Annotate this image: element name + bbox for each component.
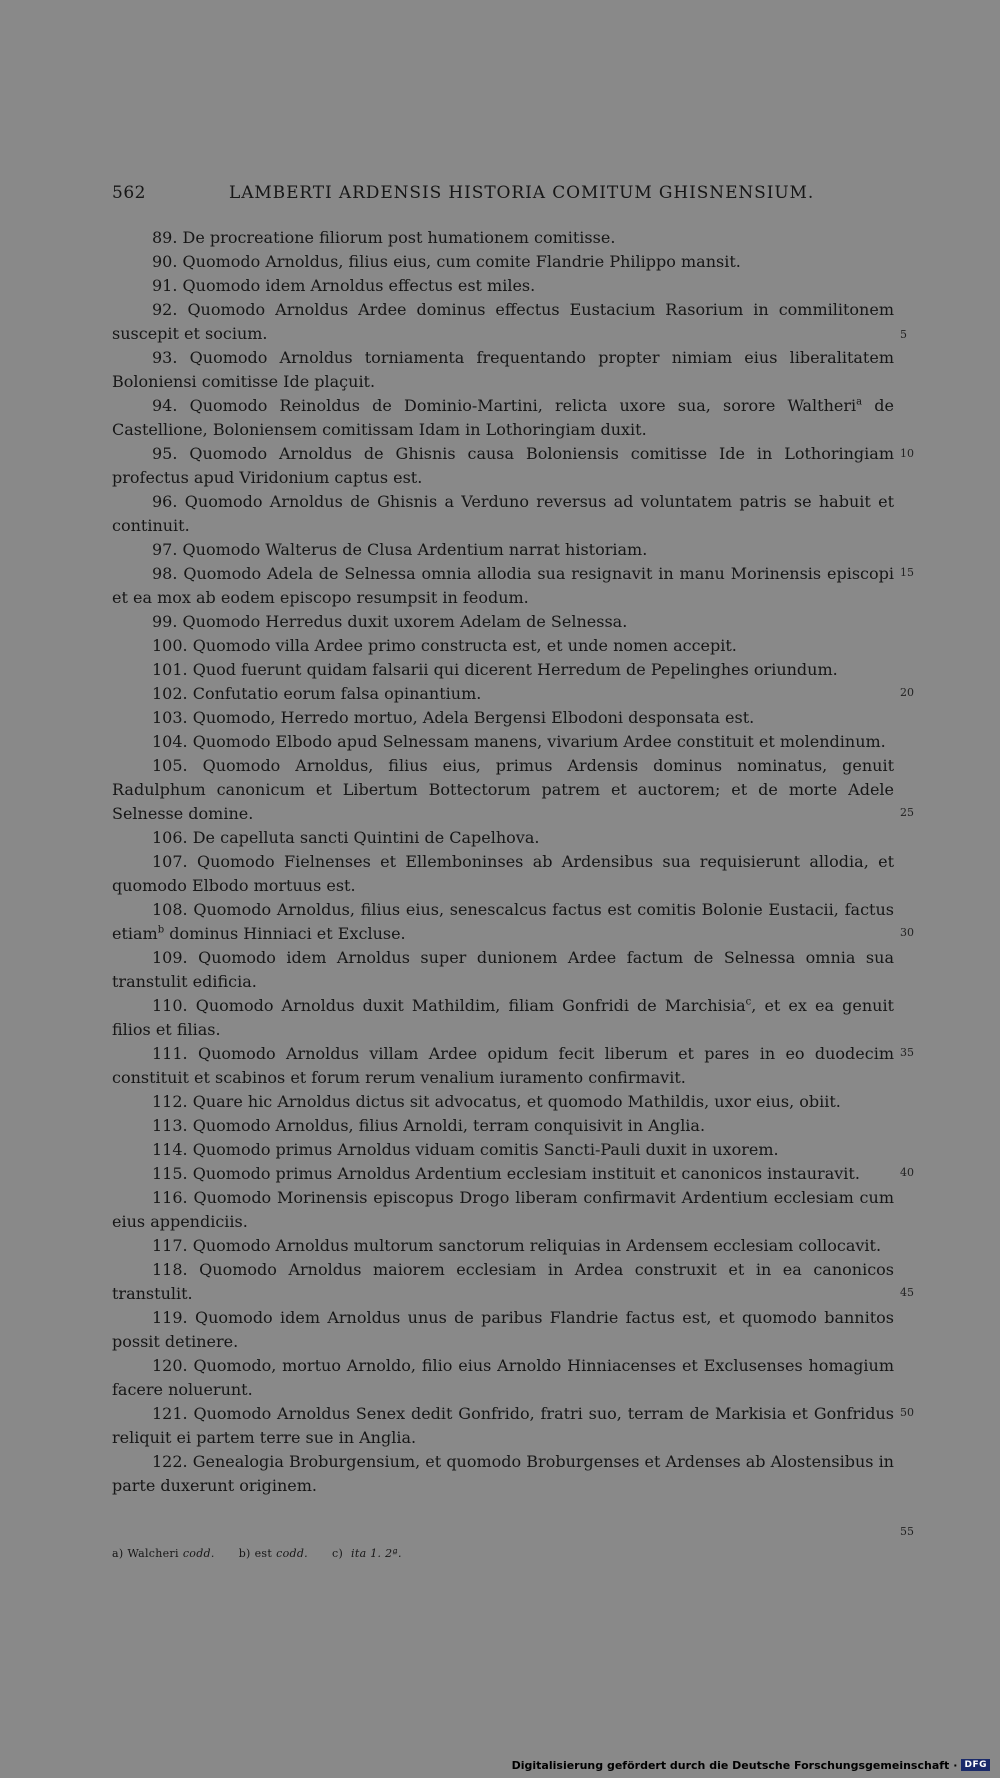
- chapter-number: 98.: [152, 564, 178, 583]
- chapter-title: Quomodo Arnoldus, filius eius, cum comite Flandrie Philippo mansit.: [182, 252, 741, 271]
- chapter-title: Confutatio eorum falsa opinantium.: [192, 684, 482, 703]
- chapter-title: Quare hic Arnoldus dictus sit advocatus, et quomodo Mathildis, uxor eius, obiit.: [192, 1092, 841, 1111]
- footnote-mark: a): [112, 1547, 124, 1560]
- footnote: [332, 1547, 402, 1560]
- margin-line-number: 20: [900, 686, 914, 699]
- chapter-list: [112, 226, 894, 1498]
- chapter-entry: [112, 298, 894, 346]
- footnote-text: est: [254, 1547, 273, 1560]
- chapter-entry: [112, 1306, 894, 1354]
- chapter-entry: [112, 1234, 894, 1258]
- chapter-entry: [112, 1450, 894, 1498]
- margin-line-number: 55: [900, 1525, 914, 1538]
- chapter-number: 89.: [152, 228, 178, 247]
- chapter-entry: [112, 490, 894, 538]
- chapter-title: Quomodo Arnoldus duxit Mathildim, filiam Gonfridi de Marchisia: [195, 996, 746, 1015]
- footnote-marker: c: [745, 996, 752, 1008]
- chapter-number: 91.: [152, 276, 178, 295]
- chapter-entry: [112, 1402, 894, 1450]
- footnote-italic: ita 1. 2ª.: [351, 1547, 402, 1560]
- chapter-title: Quomodo Arnoldus Ardee dominus effectus Eustacium Rasorium in commilitonem suscepit et socium.: [112, 300, 894, 343]
- chapter-entry: [112, 682, 894, 706]
- chapter-entry: [112, 1354, 894, 1402]
- chapter-number: 93.: [152, 348, 178, 367]
- chapter-entry: [112, 610, 894, 634]
- chapter-number: 115.: [152, 1164, 188, 1183]
- chapter-number: 103.: [152, 708, 188, 727]
- chapter-entry: [112, 250, 894, 274]
- chapter-number: 110.: [152, 996, 188, 1015]
- chapter-title: Quomodo, Herredo mortuo, Adela Bergensi Elbodoni desponsata est.: [192, 708, 755, 727]
- chapter-number: 104.: [152, 732, 188, 751]
- chapter-entry: [112, 1258, 894, 1306]
- funding-footer: Digitalisierung gefördert durch die Deutsche Forschungsgemeinschaft · DFG: [512, 1757, 990, 1773]
- chapter-entry: [112, 850, 894, 898]
- chapter-number: 100.: [152, 636, 188, 655]
- chapter-entry: [112, 1114, 894, 1138]
- chapter-number: 116.: [152, 1188, 188, 1207]
- footnotes: [112, 1547, 892, 1560]
- chapter-title: Quomodo Arnoldus de Ghisnis a Verduno reversus ad voluntatem patris se habuit et continuit.: [112, 492, 895, 535]
- footnote-mark: b): [238, 1547, 251, 1560]
- chapter-entry: [112, 226, 894, 250]
- chapter-title: Quomodo Walterus de Clusa Ardentium narrat historiam.: [182, 540, 648, 559]
- chapter-number: 99.: [152, 612, 178, 631]
- chapter-entry: [112, 898, 894, 946]
- chapter-entry: [112, 994, 894, 1042]
- chapter-title-cont: , et ex ea genuit filios et filias.: [112, 996, 894, 1039]
- chapter-title: Quomodo idem Arnoldus effectus est miles.: [182, 276, 536, 295]
- chapter-title: Quomodo Herredus duxit uxorem Adelam de Selnessa.: [182, 612, 628, 631]
- chapter-title-cont: dominus Hinniaci et Excluse.: [164, 924, 406, 943]
- chapter-entry: [112, 562, 894, 610]
- chapter-entry: [112, 1162, 894, 1186]
- chapter-title: Quomodo Fielnenses et Ellemboninses ab Ardensibus sua requisierunt allodia, et quomodo Elbodo mortuus est.: [112, 852, 894, 895]
- chapter-number: 97.: [152, 540, 178, 559]
- footnote-marker: a: [856, 396, 863, 408]
- margin-line-number: 30: [900, 926, 914, 939]
- chapter-title: Quomodo Morinensis episcopus Drogo liberam confirmavit Ardentium ecclesiam cum eius appendiciis.: [112, 1188, 894, 1231]
- chapter-number: 111.: [152, 1044, 188, 1063]
- chapter-number: 94.: [152, 396, 178, 415]
- chapter-number: 107.: [152, 852, 188, 871]
- chapter-number: 101.: [152, 660, 188, 679]
- chapter-title: Quomodo, mortuo Arnoldo, filio eius Arnoldo Hinniacenses et Exclusenses homagium facere noluerunt.: [112, 1356, 894, 1399]
- chapter-title: Quomodo Adela de Selnessa omnia allodia sua resignavit in manu Morinensis episcopi et ea mox ab eodem episcopo resumpsit in feodum.: [112, 564, 895, 607]
- chapter-title: Quomodo idem Arnoldus unus de paribus Flandrie factus est, et quomodo bannitos possit detinere.: [112, 1308, 894, 1351]
- chapter-title: Quomodo Arnoldus de Ghisnis causa Boloniensis comitisse Ide in Lothoringiam profectus apud Viridonium captus est.: [112, 444, 894, 487]
- running-header: [112, 183, 892, 207]
- chapter-number: 96.: [152, 492, 178, 511]
- footnote-text: Walcheri: [127, 1547, 179, 1560]
- page-number: 562: [112, 183, 146, 203]
- chapter-title-cont: de Castellione, Boloniensem comitissam Idam in Lothoringiam duxit.: [112, 396, 894, 439]
- chapter-number: 118.: [152, 1260, 188, 1279]
- margin-line-number: 50: [900, 1406, 914, 1419]
- chapter-title: Quod fuerunt quidam falsarii qui dicerent Herredum de Pepelinghes oriundum.: [192, 660, 838, 679]
- margin-line-number: 5: [900, 328, 907, 341]
- chapter-number: 102.: [152, 684, 188, 703]
- chapter-title: De capelluta sancti Quintini de Capelhova.: [192, 828, 540, 847]
- chapter-entry: [112, 826, 894, 850]
- chapter-title: Quomodo Arnoldus, filius eius, senescalcus factus est comitis Bolonie Eustacii, factus etiam: [112, 900, 894, 943]
- chapter-title: Quomodo Reinoldus de Dominio-Martini, relicta uxore sua, sorore Waltheri: [189, 396, 857, 415]
- chapter-title: Quomodo Arnoldus villam Ardee opidum fecit liberum et pares in eo duodecim constituit et scabinos et forum rerum venalium iuramento confirmavit.: [112, 1044, 895, 1087]
- chapter-number: 105.: [152, 756, 188, 775]
- chapter-entry: [112, 394, 894, 442]
- chapter-title: Quomodo Arnoldus maiorem ecclesiam in Ardea construxit et in ea canonicos transtulit.: [112, 1260, 894, 1303]
- footnote-italic: codd.: [276, 1547, 308, 1560]
- footnote: [112, 1547, 215, 1560]
- chapter-entry: [112, 346, 894, 394]
- footnote: [239, 1547, 308, 1560]
- chapter-entry: [112, 946, 894, 994]
- chapter-number: 122.: [152, 1452, 188, 1471]
- chapter-entry: [112, 1090, 894, 1114]
- chapter-number: 92.: [152, 300, 178, 319]
- chapter-number: 119.: [152, 1308, 188, 1327]
- chapter-title: Genealogia Broburgensium, et quomodo Broburgenses et Ardenses ab Alostensibus in parte duxerunt originem.: [112, 1452, 894, 1495]
- running-title: LAMBERTI ARDENSIS HISTORIA COMITUM GHISNENSIUM.: [229, 183, 815, 203]
- chapter-entry: [112, 706, 894, 730]
- chapter-entry: [112, 442, 894, 490]
- chapter-entry: [112, 1042, 894, 1090]
- chapter-number: 121.: [152, 1404, 188, 1423]
- margin-line-number: 25: [900, 806, 914, 819]
- chapter-title: Quomodo Arnoldus, filius Arnoldi, terram conquisivit in Anglia.: [192, 1116, 706, 1135]
- margin-line-number: 35: [900, 1046, 914, 1059]
- chapter-title: De procreatione filiorum post humationem comitisse.: [182, 228, 616, 247]
- chapter-title: Quomodo villa Ardee primo constructa est, et unde nomen accepit.: [192, 636, 737, 655]
- chapter-entry: [112, 754, 894, 826]
- chapter-entry: [112, 538, 894, 562]
- chapter-number: 117.: [152, 1236, 188, 1255]
- chapter-number: 120.: [152, 1356, 188, 1375]
- chapter-entry: [112, 1138, 894, 1162]
- chapter-title: Quomodo Elbodo apud Selnessam manens, vivarium Ardee constituit et molendinum.: [192, 732, 886, 751]
- chapter-title: Quomodo primus Arnoldus viduam comitis Sancti-Pauli duxit in uxorem.: [192, 1140, 779, 1159]
- chapter-number: 106.: [152, 828, 188, 847]
- margin-line-number: 10: [900, 447, 914, 460]
- chapter-number: 90.: [152, 252, 178, 271]
- chapter-title: Quomodo Arnoldus, filius eius, primus Ardensis dominus nominatus, genuit Radulphum canonicum et Libertum Bottectorum patrem et auctorem; et de morte Adele Selnesse domine.: [112, 756, 894, 823]
- footnote-italic: codd.: [182, 1547, 215, 1560]
- chapter-title: Quomodo idem Arnoldus super dunionem Ardee factum de Selnessa omnia sua transtulit edificia.: [112, 948, 894, 991]
- footnote-mark: c): [331, 1547, 344, 1560]
- chapter-entry: [112, 730, 894, 754]
- footnote-marker: b: [157, 924, 165, 936]
- chapter-entry: [112, 634, 894, 658]
- chapter-entry: [112, 1186, 894, 1234]
- chapter-number: 112.: [152, 1092, 188, 1111]
- chapter-number: 113.: [152, 1116, 188, 1135]
- chapter-number: 95.: [152, 444, 178, 463]
- margin-line-number: 15: [900, 566, 914, 579]
- funding-text: Digitalisierung gefördert durch die Deutsche Forschungsgemeinschaft: [511, 1758, 950, 1772]
- chapter-entry: [112, 658, 894, 682]
- chapter-title: Quomodo Arnoldus Senex dedit Gonfrido, fratri suo, terram de Markisia et Gonfridus reliquit ei partem terre sue in Anglia.: [112, 1404, 894, 1447]
- chapter-number: 114.: [152, 1140, 188, 1159]
- margin-line-number: 40: [900, 1166, 914, 1179]
- chapter-title: Quomodo primus Arnoldus Ardentium ecclesiam instituit et canonicos instauravit.: [192, 1164, 860, 1183]
- chapter-entry: [112, 274, 894, 298]
- chapter-number: 108.: [152, 900, 188, 919]
- margin-line-number: 45: [900, 1286, 914, 1299]
- dfg-logo: DFG: [961, 1759, 990, 1771]
- chapter-title: Quomodo Arnoldus torniamenta frequentando propter nimiam eius liberalitatem Boloniensi comitisse Ide plaçuit.: [112, 348, 894, 391]
- chapter-number: 109.: [152, 948, 188, 967]
- chapter-title: Quomodo Arnoldus multorum sanctorum reliquias in Ardensem ecclesiam collocavit.: [192, 1236, 882, 1255]
